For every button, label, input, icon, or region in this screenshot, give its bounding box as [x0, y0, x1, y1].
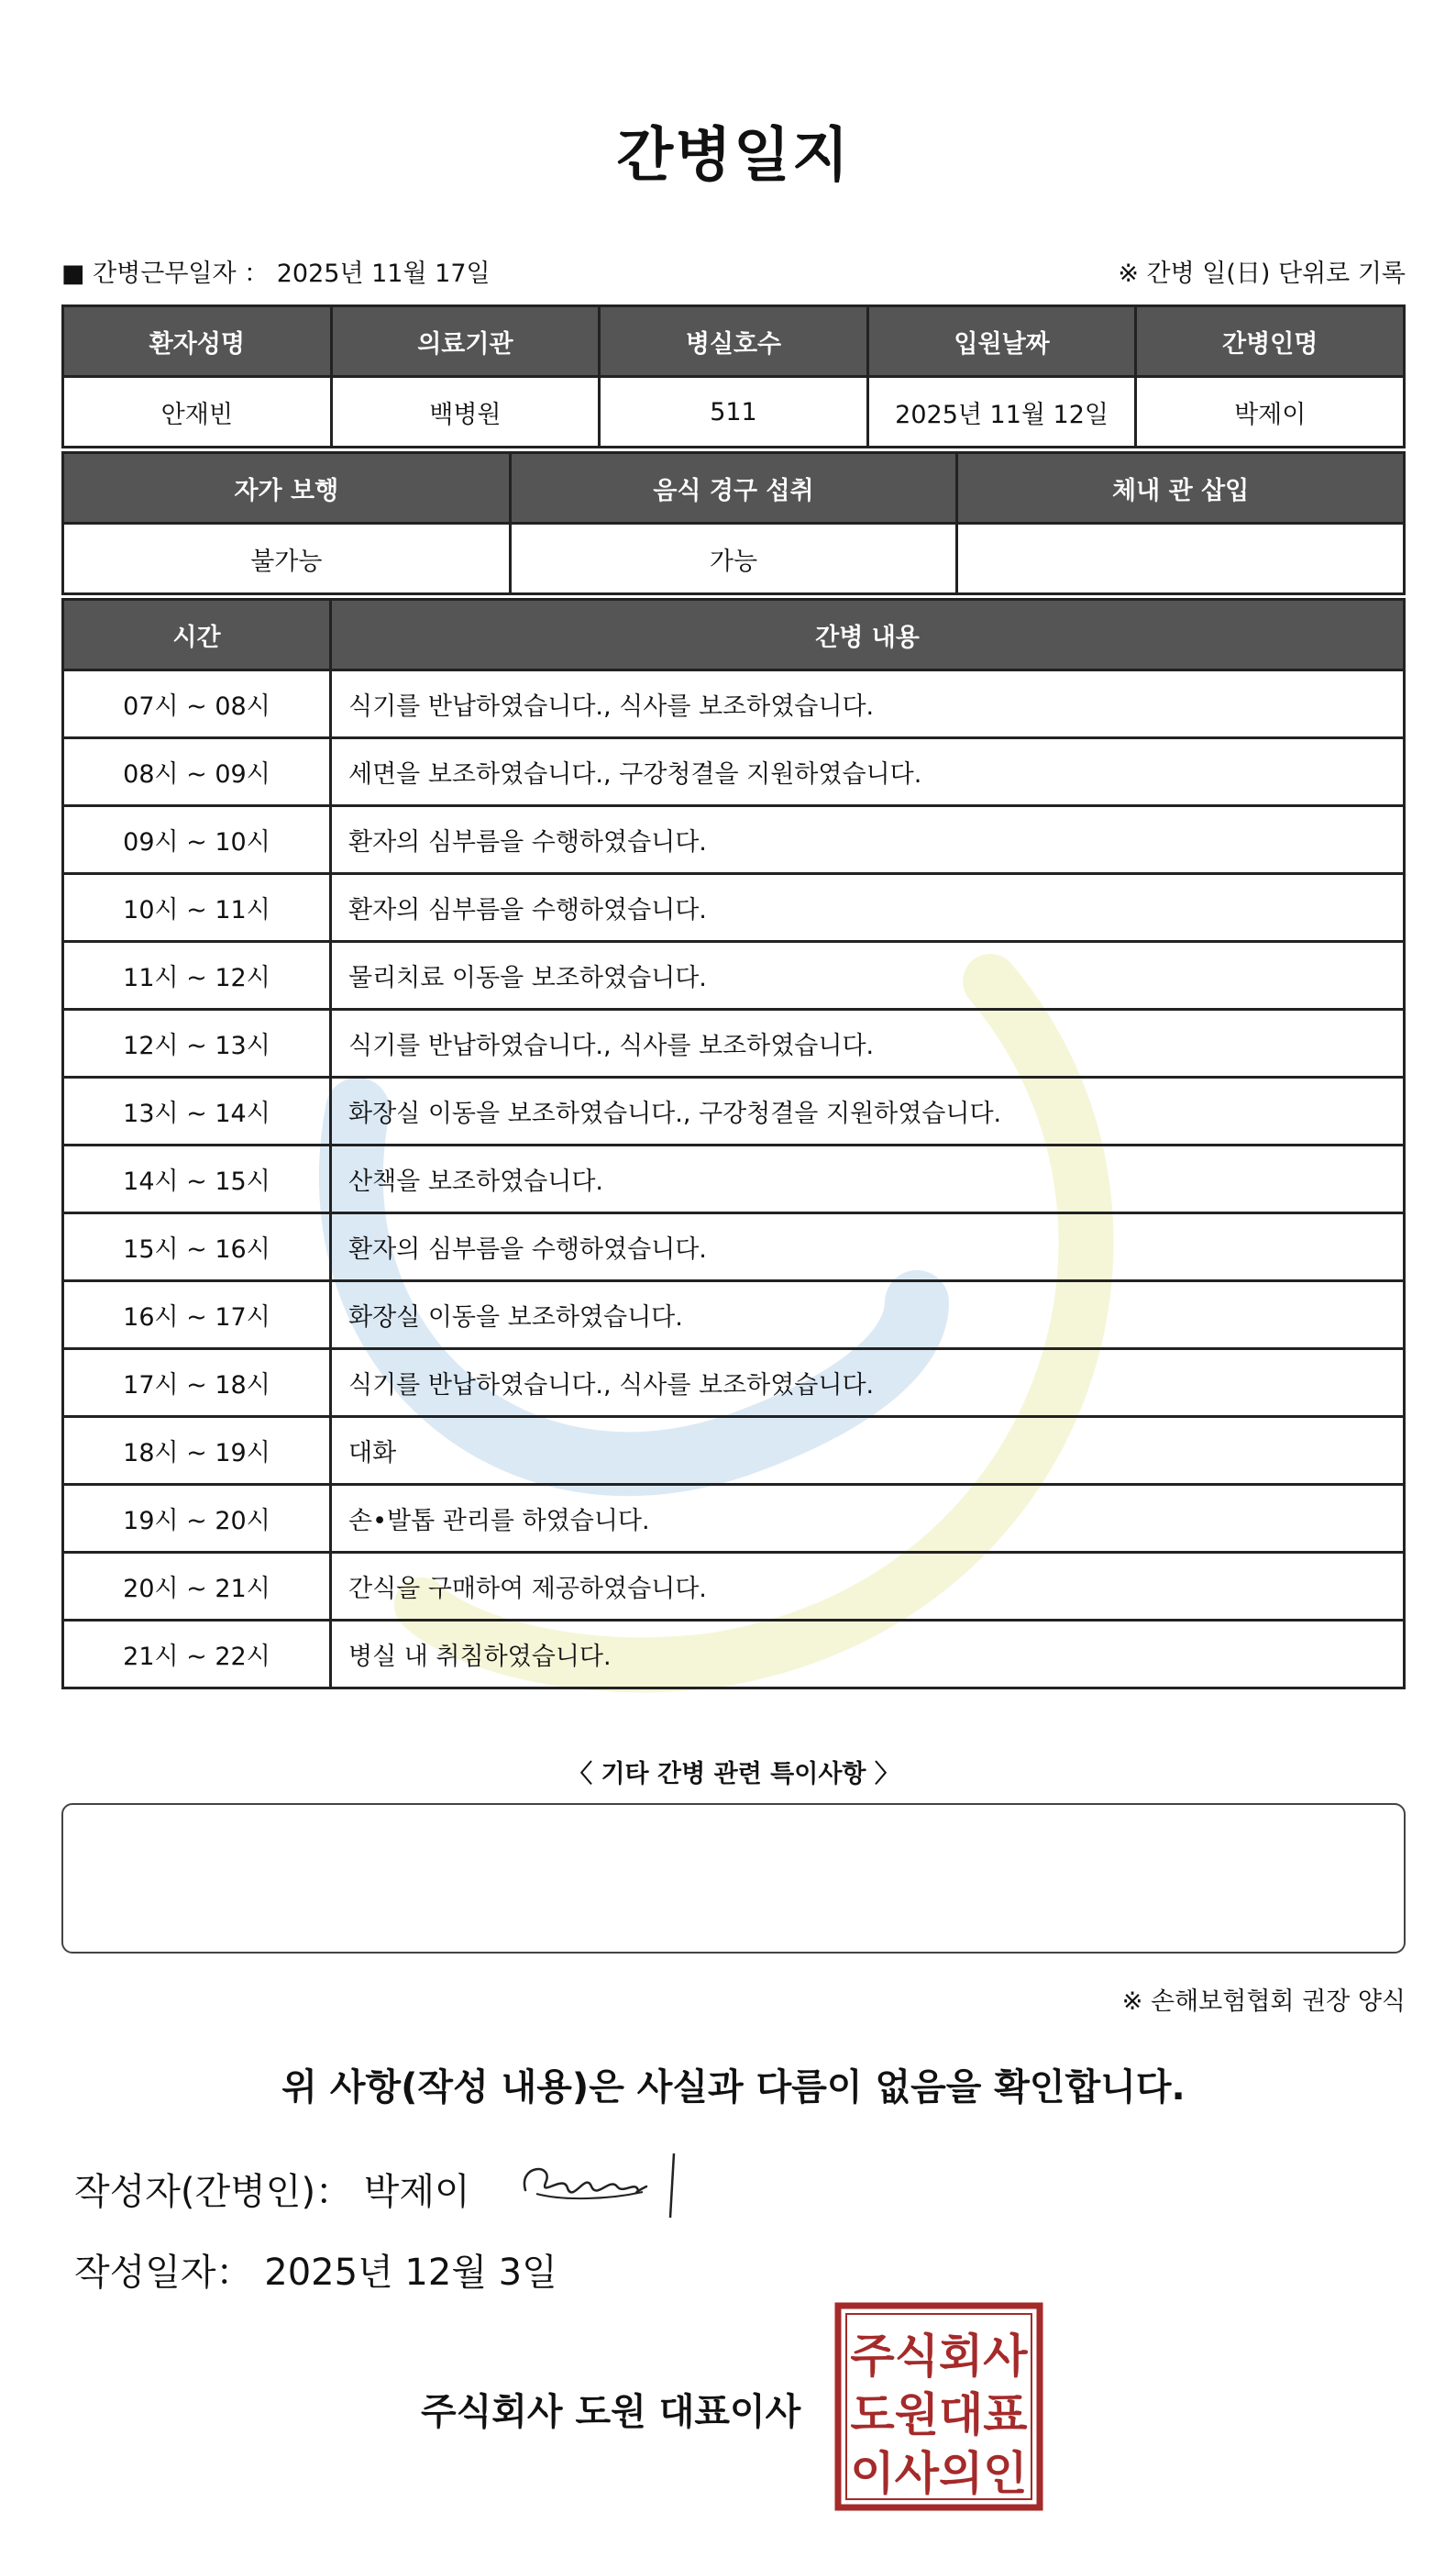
notes-box	[61, 1803, 1406, 1954]
value-self-walking: 불가능	[63, 524, 511, 594]
value-patient-name: 안재빈	[63, 377, 332, 448]
value-room-number: 511	[600, 377, 868, 448]
header-caregiver-name: 간병인명	[1136, 306, 1405, 377]
written-date-line: 작성일자： 2025년 12월 3일	[74, 2252, 557, 2294]
page-title: 간병일지	[616, 122, 851, 190]
header-admission-date: 입원날짜	[867, 306, 1136, 377]
log-content: 환자의 심부름을 수행하였습니다.	[331, 806, 1405, 874]
recommend-note: ※ 손해보험협회 권장 양식	[1121, 1987, 1406, 2016]
log-time: 13시 ~ 14시	[63, 1078, 331, 1146]
notes-label: 〈 기타 간병 관련 특이사항 〉	[568, 1760, 899, 1788]
log-time: 18시 ~ 19시	[63, 1417, 331, 1485]
log-content: 손•발톱 관리를 하였습니다.	[331, 1485, 1405, 1553]
ability-header-row	[63, 453, 1405, 524]
header-care-content: 간병 내용	[331, 600, 1405, 670]
table-row	[63, 806, 1405, 874]
table-row	[63, 1417, 1405, 1485]
header-time: 시간	[63, 600, 331, 670]
stamp-row: 이사의인	[850, 2447, 1028, 2500]
log-content: 화장실 이동을 보조하였습니다., 구강청결을 지원하였습니다.	[331, 1078, 1405, 1146]
table-row	[63, 1281, 1405, 1349]
log-time: 07시 ~ 08시	[63, 670, 331, 738]
log-time: 08시 ~ 09시	[63, 738, 331, 806]
table-row	[63, 1146, 1405, 1213]
log-time: 09시 ~ 10시	[63, 806, 331, 874]
value-tube-insertion	[957, 524, 1405, 594]
log-time: 19시 ~ 20시	[63, 1485, 331, 1553]
care-log-header-row	[63, 600, 1405, 670]
value-hospital: 백병원	[331, 377, 600, 448]
log-time: 20시 ~ 21시	[63, 1553, 331, 1621]
table-row	[63, 874, 1405, 942]
work-date: ■ 간병근무일자 ： 2025년 11월 17일	[61, 260, 491, 288]
care-log-table	[61, 598, 1406, 1689]
header-patient-name: 환자성명	[63, 306, 332, 377]
patient-info-header-row	[63, 306, 1405, 377]
log-content: 간식을 구매하여 제공하였습니다.	[331, 1553, 1405, 1621]
value-admission-date: 2025년 11월 12일	[867, 377, 1136, 448]
company-representative: 주식회사 도원 대표이사	[421, 2391, 801, 2433]
log-time: 17시 ~ 18시	[63, 1349, 331, 1417]
log-content: 환자의 심부름을 수행하였습니다.	[331, 874, 1405, 942]
confirmation-statement: 위 사항(작성 내용)은 사실과 다름이 없음을 확인합니다.	[281, 2066, 1186, 2109]
value-caregiver-name: 박제이	[1136, 377, 1405, 448]
log-content: 세면을 보조하였습니다., 구강청결을 지원하였습니다.	[331, 738, 1405, 806]
ability-value-row	[63, 524, 1405, 594]
log-time: 10시 ~ 11시	[63, 874, 331, 942]
patient-ability-table	[61, 451, 1406, 595]
table-row	[63, 1621, 1405, 1688]
header-hospital: 의료기관	[331, 306, 600, 377]
log-time: 16시 ~ 17시	[63, 1281, 331, 1349]
log-content: 식기를 반납하였습니다., 식사를 보조하였습니다.	[331, 670, 1405, 738]
log-content: 화장실 이동을 보조하였습니다.	[331, 1281, 1405, 1349]
header-self-walking: 자가 보행	[63, 453, 511, 524]
table-row	[63, 1485, 1405, 1553]
table-row	[63, 1553, 1405, 1621]
value-oral-intake: 가능	[510, 524, 957, 594]
table-row	[63, 1349, 1405, 1417]
table-row	[63, 1078, 1405, 1146]
stamp-row: 주식회사	[850, 2330, 1028, 2383]
log-content: 식기를 반납하였습니다., 식사를 보조하였습니다.	[331, 1349, 1405, 1417]
table-row	[63, 942, 1405, 1010]
header-room-number: 병실호수	[600, 306, 868, 377]
patient-info-table	[61, 304, 1406, 448]
table-row	[63, 670, 1405, 738]
log-content: 대화	[331, 1417, 1405, 1485]
meta-line	[61, 253, 1406, 290]
patient-info-value-row	[63, 377, 1405, 448]
stamp-row: 도원대표	[850, 2388, 1028, 2441]
log-content: 물리치료 이동을 보조하였습니다.	[331, 942, 1405, 1010]
writer-line: 작성자(간병인)： 박제이	[74, 2171, 470, 2213]
table-row	[63, 1213, 1405, 1281]
log-time: 11시 ~ 12시	[63, 942, 331, 1010]
log-time: 12시 ~ 13시	[63, 1010, 331, 1078]
table-row	[63, 738, 1405, 806]
header-oral-intake: 음식 경구 섭취	[510, 453, 957, 524]
log-content: 식기를 반납하였습니다., 식사를 보조하였습니다.	[331, 1010, 1405, 1078]
log-time: 14시 ~ 15시	[63, 1146, 331, 1213]
log-content: 산책을 보조하였습니다.	[331, 1146, 1405, 1213]
header-tube-insertion: 체내 관 삽입	[957, 453, 1405, 524]
company-seal-stamp	[834, 2302, 1043, 2511]
log-time: 21시 ~ 22시	[63, 1621, 331, 1688]
table-row	[63, 1010, 1405, 1078]
handwritten-signature	[509, 2146, 692, 2219]
log-content: 환자의 심부름을 수행하였습니다.	[331, 1213, 1405, 1281]
log-content: 병실 내 취침하였습니다.	[331, 1621, 1405, 1688]
unit-note: ※ 간병 일(日) 단위로 기록	[1118, 260, 1406, 288]
log-time: 15시 ~ 16시	[63, 1213, 331, 1281]
